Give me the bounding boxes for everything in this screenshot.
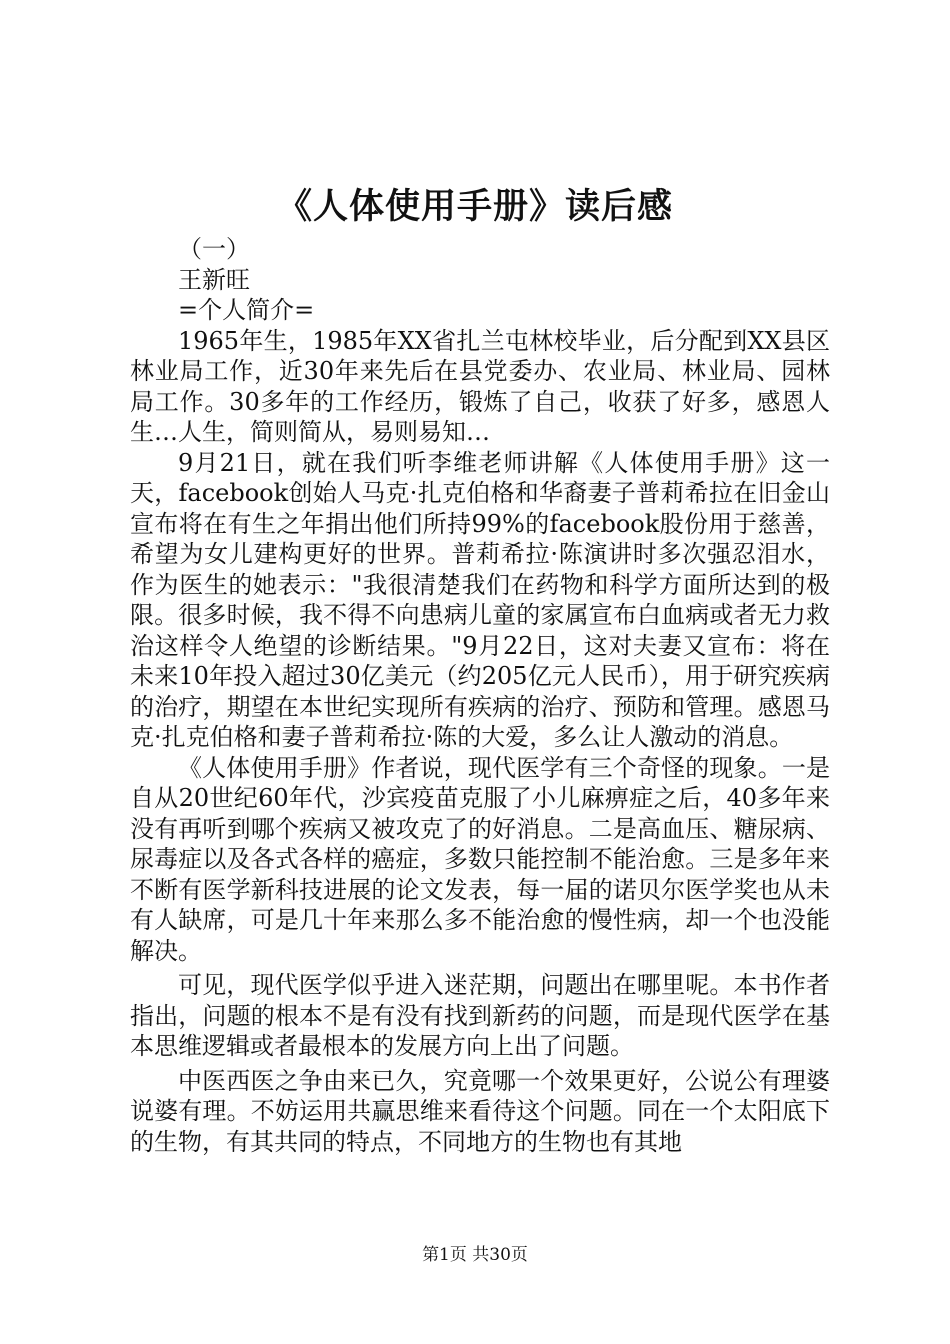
profile-heading: =个人简介= [178,296,315,324]
author-name: 王新旺 [178,265,250,294]
section-number: （一） [178,235,250,263]
body-paragraph: 可见，现代医学似乎进入迷茫期，问题出在哪里呢。本书作者指出，问题的根本不是有没有找到新药的问题，而是现代医学在基本思维逻辑或者最根本的发展方向上出了问题。 [130,971,830,1060]
page-footer: 第1页 共30页 [422,1245,528,1265]
document-body [130,234,830,1157]
body-paragraph: 1965年生，1985年XX省扎兰屯林校毕业，后分配到XX县区林业局工作，近30年来先后在县党委办、农业局、林业局、园林局工作。30多年的工作经历，锻炼了自己，收获了好多，感恩人生…人生，简则简从，易则易知… [130,326,830,446]
body-paragraph: 9月21日，就在我们听李维老师讲解《人体使用手册》这一天，facebook创始人马克·扎克伯格和华裔妻子普莉希拉在旧金山宣布将在有生之年捐出他们所持99%的facebook股份用于慈善，希望为女儿建构更好的世界。普莉希拉·陈演讲时多次强忍泪水，作为医生的她表示："我很清楚我们在药物和科学方面所达到的极限。很多时候，我不得不向患病儿童的家属宣布白血病或者无力救治这样令人绝望的诊断结果。"9月22日，这对夫妻又宣布：将在未来10年投入超过30亿美元（约205亿元人民币），用于研究疾病的治疗，期望在本世纪实现所有疾病的治疗、预防和管理。感恩马克·扎克伯格和妻子普莉希拉·陈的大爱，多么让人激动的消息。 [130,448,830,751]
body-paragraph: 《人体使用手册》作者说，现代医学有三个奇怪的现象。一是自从20世纪60年代，沙宾疫苗克服了小儿麻痹症之后，40多年来没有再听到哪个疾病又被攻克了的好消息。二是高血压、糖尿病、尿毒症以及各式各样的癌症，多数只能控制不能治愈。三是多年来不断有医学新科技进展的论文发表，每一届的诺贝尔医学奖也从未有人缺席，可是几十年来那么多不能治愈的慢性病，却一个也没能解决。 [130,753,830,965]
body-paragraph: 中医西医之争由来已久，究竟哪一个效果更好，公说公有理婆说婆有理。不妨运用共赢思维来看待这个问题。同在一个太阳底下的生物，有其共同的特点，不同地方的生物也有其地 [130,1066,830,1156]
document-title: 《人体使用手册》读后感 [276,186,673,227]
